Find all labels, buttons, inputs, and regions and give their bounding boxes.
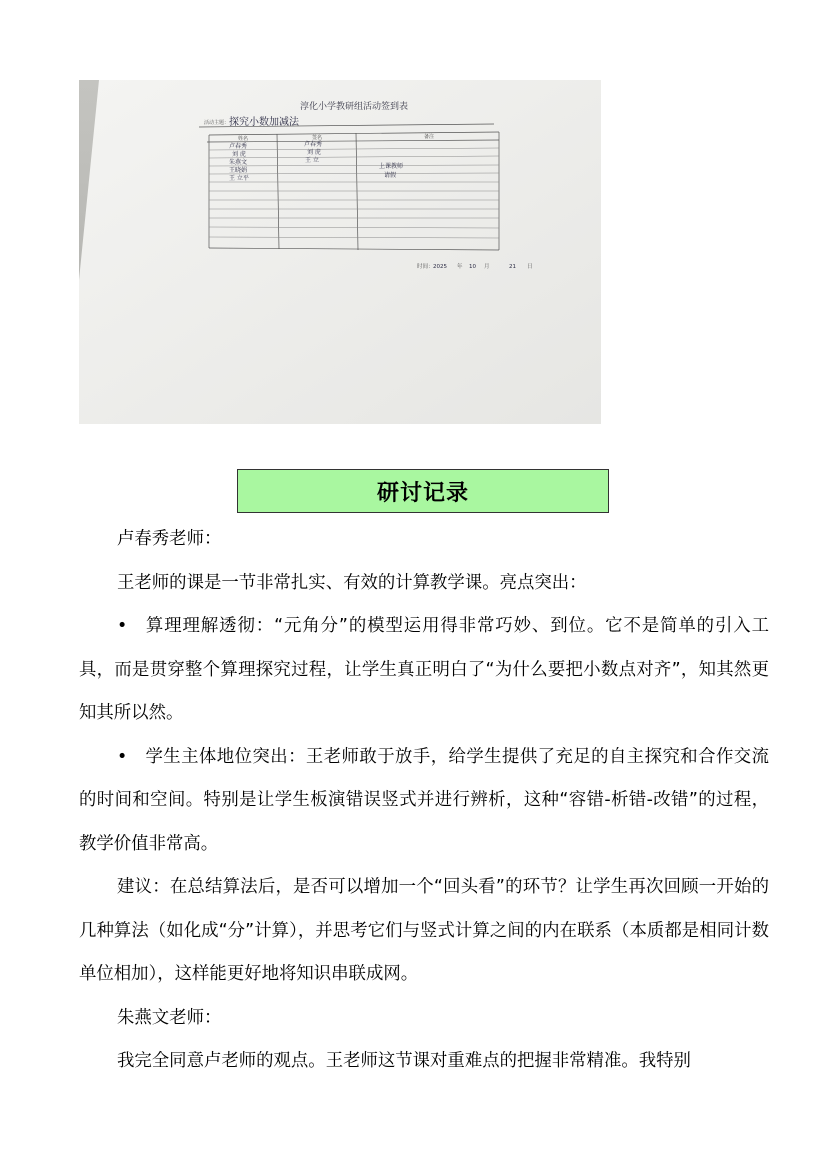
sheet-title: 淳化小学教研组活动签到表: [299, 102, 409, 112]
signature-3: 王 立: [305, 157, 319, 164]
theme-value: 探究小数加减法: [229, 117, 299, 128]
signature-2: 刘 虎: [307, 149, 321, 156]
paragraph-suggestion: 建议：在总结算法后，是否可以增加一个“回头看”的环节？让学生再次回顾一开始的几种算法（如化成“分”计算），并思考它们与竖式计算之间的内在联系（本质都是相同计数单位相加），这样能更好地将知识串联成网。: [79, 877, 769, 984]
name-1: 卢春秀: [229, 143, 248, 150]
date-label: 时间：: [417, 264, 434, 270]
signature-1: 卢春秀: [304, 141, 323, 148]
column-remark: 备注: [423, 134, 435, 140]
date-day-suffix: 日: [527, 264, 533, 270]
column-signature: 签名: [311, 135, 323, 141]
bullet-text-2: 学生主体地位突出：王老师敢于放手，给学生提供了充足的自主探究和合作交流的时间和空间。特别是让学生板演错误竖式并进行辨析，这种“容错-析错-改错”的过程，教学价值非常高。: [79, 746, 769, 854]
bullet-paragraph-1: [79, 605, 769, 736]
name-3: 朱燕文: [229, 159, 248, 166]
name-5: 王 立平: [229, 175, 249, 182]
speaker-zhu: 朱燕文老师：: [117, 1007, 222, 1028]
date-year: 2025: [433, 264, 447, 270]
date-year-suffix: 年: [457, 264, 463, 270]
remark-1: 上课教师: [379, 163, 404, 170]
column-name: 姓名: [237, 136, 249, 142]
paragraph-zhu: 我完全同意卢老师的观点。王老师这节课对重难点的把握非常精准。我特别: [117, 1051, 691, 1071]
bullet-text-1: 算理理解透彻：“元角分”的模型运用得非常巧妙、到位。它不是简单的引入工具，而是贯穿整个算理探究过程，让学生真正明白了“为什么要把小数点对齐”，知其然更知其所以然。: [79, 616, 769, 723]
discussion-record: [79, 518, 769, 1084]
section-title: 研讨记录: [376, 480, 469, 506]
name-2: 刘 虎: [232, 151, 246, 158]
remark-2: 请假: [384, 172, 397, 179]
date-day: 21: [509, 264, 516, 270]
date-month: 10: [469, 264, 476, 270]
date-month-suffix: 月: [484, 264, 490, 270]
sign-in-sheet-photo: [79, 80, 601, 424]
bullet-marker: •: [117, 616, 128, 636]
paragraph-intro: 王老师的课是一节非常扎实、有效的计算教学课。亮点突出：: [117, 572, 587, 593]
speaker-lu: 卢春秀老师：: [117, 529, 222, 549]
name-4: 王晓娟: [229, 167, 248, 174]
section-title-box: [237, 469, 609, 513]
paper-sheet: [79, 80, 601, 424]
bullet-marker: •: [117, 746, 128, 767]
theme-label: 活动主题：: [204, 120, 230, 126]
bullet-paragraph-2: [79, 736, 769, 867]
